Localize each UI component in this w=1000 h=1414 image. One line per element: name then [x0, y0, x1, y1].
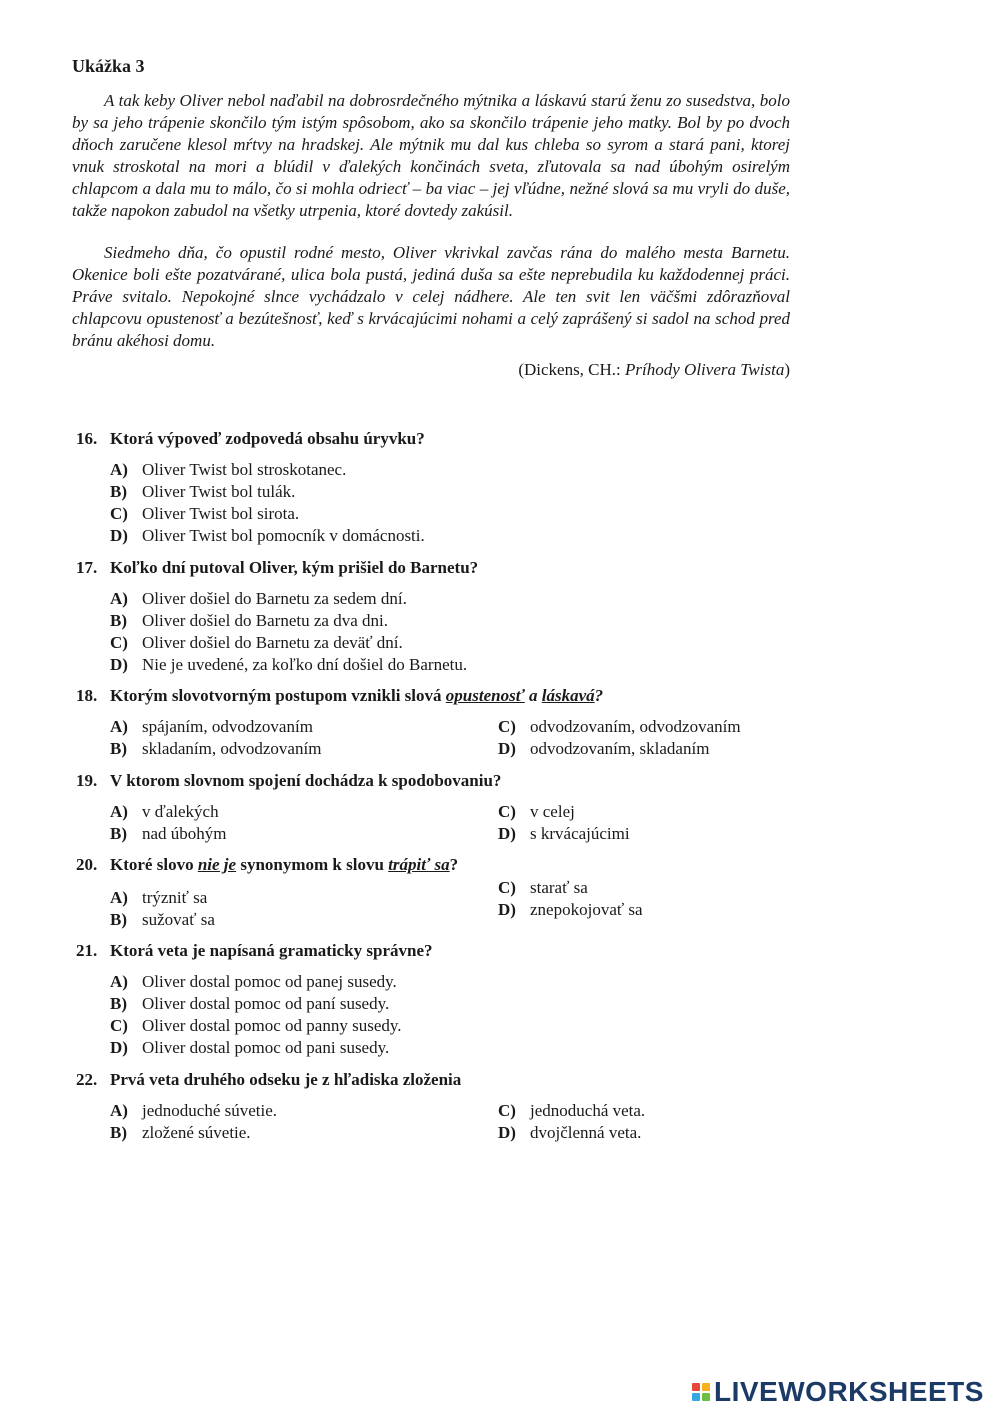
- passage-paragraph-1: A tak keby Oliver nebol naďabil na dobrosrdečného mýtnika a láskavú starú ženu zo susedstva, bolo by sa jeho trápenie skončilo tým istým spôsobom, ako sa skončilo trápenie jeho matky. Bol by po dvoch dňoch zaručene klesol mŕtvy na hradskej. Ale mýtnik mu dal kus chleba so syrom a stará pani, ktorej vnuk stroskotal na mori a blúdil v ďalekých končinách sveta, zľutovala sa nad úbohým osirelým chlapcom a dala mu to málo, čo si mohla odriecť – ba viac – jej vľúdne, nežné slová sa mu vryli do duše, takže napokon zabudol na všetky utrpenia, ktoré dovtedy zakúsil.: [72, 91, 790, 220]
- q21-option-d[interactable]: D) Oliver dostal pomoc od pani susedy.: [110, 1038, 390, 1057]
- q18-option-c[interactable]: C) odvodzovaním, odvodzovaním: [498, 717, 741, 736]
- underlined-word: trápiť sa: [388, 855, 450, 874]
- q19-option-b[interactable]: B) nad úbohým: [110, 824, 227, 843]
- q16-option-b[interactable]: B) Oliver Twist bol tulák.: [110, 482, 296, 501]
- citation: (Dickens, CH.: Príhody Olivera Twista): [518, 360, 790, 379]
- question-19: 19. V ktorom slovnom spojení dochádza k spodobovaniu? A) v ďalekých B) nad úbohým C) v celej D) s krvácajúcimi: [76, 771, 630, 843]
- q16-option-a[interactable]: A) Oliver Twist bol stroskotanec.: [110, 460, 347, 479]
- q19-option-a[interactable]: A) v ďalekých: [110, 802, 219, 821]
- q17-option-c[interactable]: C) Oliver došiel do Barnetu za deväť dní.: [110, 633, 403, 652]
- q16-option-c[interactable]: C) Oliver Twist bol sirota.: [110, 504, 300, 523]
- logo-square: [692, 1383, 700, 1391]
- brand-text: LIVEWORKSHEETS: [714, 1376, 984, 1407]
- q20-option-c[interactable]: C) starať sa: [498, 878, 588, 897]
- underlined-word: opustenosť: [445, 686, 525, 705]
- q22-option-a[interactable]: A) jednoduché súvetie.: [110, 1101, 278, 1120]
- logo-squares-icon: [692, 1383, 710, 1401]
- q18-option-a[interactable]: A) spájaním, odvodzovaním: [110, 717, 313, 736]
- question-17: 17. Koľko dní putoval Oliver, kým prišiel do Barnetu? A) Oliver došiel do Barnetu za sedem dní. B) Oliver došiel do Barnetu za dva dni. C) Oliver došiel do Barnetu za deväť dní. D) Nie je uvedené, za koľko dní došiel do Barnetu.: [76, 556, 796, 676]
- liveworksheets-logo: [692, 1376, 984, 1408]
- question-text: Ktorá veta je napísaná gramaticky správne?: [110, 941, 433, 960]
- q18-option-b[interactable]: B) skladaním, odvodzovaním: [110, 739, 322, 758]
- q16-option-d[interactable]: D) Oliver Twist bol pomocník v domácnosti.: [110, 526, 425, 545]
- question-text: V ktorom slovnom spojení dochádza k spodobovaniu?: [110, 771, 502, 790]
- q19-option-c[interactable]: C) v celej: [498, 802, 575, 821]
- q21-option-a[interactable]: A) Oliver dostal pomoc od panej susedy.: [110, 972, 397, 991]
- question-text: Koľko dní putoval Oliver, kým prišiel do Barnetu?: [110, 558, 479, 577]
- q18-option-d[interactable]: D) odvodzovaním, skladaním: [498, 739, 710, 758]
- q20-option-d[interactable]: D) znepokojovať sa: [498, 900, 643, 919]
- q20-option-a[interactable]: A) trýzniť sa: [110, 888, 208, 907]
- underlined-word: láskavá: [541, 686, 595, 705]
- question-16: 16. Ktorá výpoveď zodpovedá obsahu úryvku? A) Oliver Twist bol stroskotanec. B) Oliver Twist bol tulák. C) Oliver Twist bol sirota. D) Oliver Twist bol pomocník v domácnosti.: [76, 427, 796, 547]
- question-20: 20. Ktoré slovo nie je synonymom k slovu trápiť sa? A) trýzniť sa B) sužovať sa C) starať sa D) znepokojovať sa: [76, 855, 643, 929]
- question-text: Prvá veta druhého odseku je z hľadiska zloženia: [110, 1070, 462, 1089]
- question-21: 21. Ktorá veta je napísaná gramaticky správne? A) Oliver dostal pomoc od panej susedy. B) Oliver dostal pomoc od paní susedy. C) Oliver dostal pomoc od panny susedy. D) Oliver dostal pomoc od pani susedy.: [76, 939, 796, 1059]
- logo-square: [702, 1383, 710, 1391]
- q22-option-d[interactable]: D) dvojčlenná veta.: [498, 1123, 642, 1142]
- underlined-word: nie je: [197, 855, 237, 874]
- question-text: Ktorá výpoveď zodpovedá obsahu úryvku?: [110, 429, 425, 448]
- q21-option-c[interactable]: C) Oliver dostal pomoc od panny susedy.: [110, 1016, 402, 1035]
- logo-square: [702, 1393, 710, 1401]
- q17-option-b[interactable]: B) Oliver došiel do Barnetu za dva dni.: [110, 611, 388, 630]
- q17-option-d[interactable]: D) Nie je uvedené, za koľko dní došiel do Barnetu.: [110, 655, 468, 674]
- q21-option-b[interactable]: B) Oliver dostal pomoc od paní susedy.: [110, 994, 390, 1013]
- book-title: Príhody Olivera Twista: [625, 360, 785, 379]
- question-18: 18. Ktorým slovotvorným postupom vznikli slová opustenosť a láskavá? A) spájaním, odvodzovaním B) skladaním, odvodzovaním C) odvodzovaním, odvodzovaním D) odvodzovaním, skladaním: [76, 686, 741, 758]
- q22-option-c[interactable]: C) jednoduchá veta.: [498, 1101, 646, 1120]
- logo-square: [692, 1393, 700, 1401]
- section-title: Ukážka 3: [72, 56, 145, 76]
- q22-option-b[interactable]: B) zložené súvetie.: [110, 1123, 251, 1142]
- q17-option-a[interactable]: A) Oliver došiel do Barnetu za sedem dní.: [110, 589, 407, 608]
- question-22: 22. Prvá veta druhého odseku je z hľadiska zloženia A) jednoduché súvetie. B) zložené súvetie. C) jednoduchá veta. D) dvojčlenná veta.: [76, 1070, 646, 1142]
- q19-option-d[interactable]: D) s krvácajúcimi: [498, 824, 630, 843]
- passage-paragraph-2: Siedmeho dňa, čo opustil rodné mesto, Oliver vkrivkal zavčas rána do malého mesta Barnetu. Okenice boli ešte pozatvárané, ulica bola pustá, jediná duša sa ešte neprebudila ku každodennej práci. Práve svitalo. Nepokojné slnce vychádzalo v celej nádhere. Ale ten svit len väčšmi zdôrazňoval chlapcovu opustenosť a bezútešnosť, keď s krvácajúcimi nohami a celý zaprášený si sadol na schod pred bránu akéhosi domu.: [72, 243, 790, 350]
- q20-option-b[interactable]: B) sužovať sa: [110, 910, 215, 929]
